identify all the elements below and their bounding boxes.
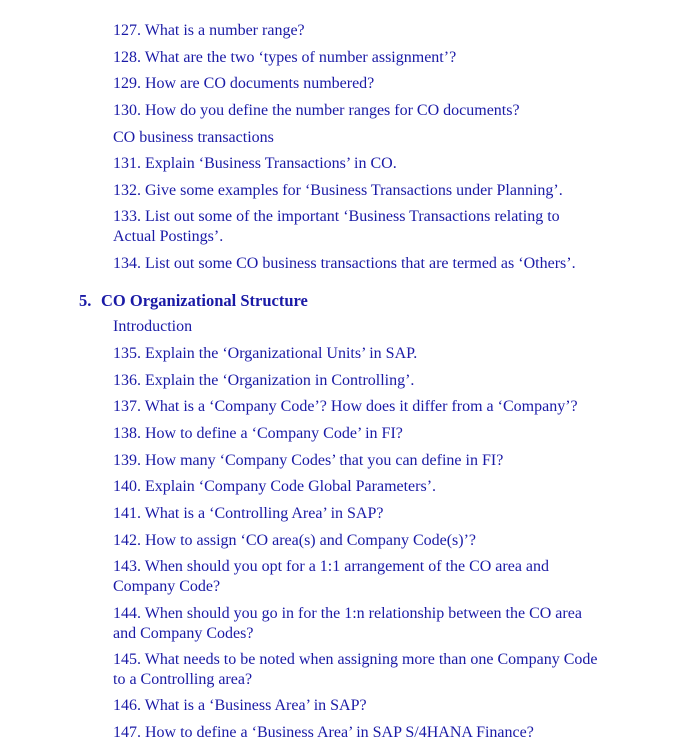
question-137: 137. What is a ‘Company Code’? How does it differ from a ‘Company’? [113,398,578,415]
question-144: 144. When should you go in for the 1:n relationship between the CO area and Company Codes? [113,605,582,642]
question-134: 134. List out some CO business transactions that are termed as ‘Others’. [113,255,576,272]
question-139: 139. How many ‘Company Codes’ that you can define in FI? [113,452,504,469]
question-142: 142. How to assign ‘CO area(s) and Company Code(s)’? [113,532,477,549]
question-147: 147. How to define a ‘Business Area’ in SAP S/4HANA Finance? [113,724,534,741]
question-128: 128. What are the two ‘types of number assignment’? [113,49,457,66]
question-135: 135. Explain the ‘Organizational Units’ in SAP. [113,345,418,362]
question-138: 138. How to define a ‘Company Code’ in FI? [113,425,403,442]
section-number: 5. [79,291,92,310]
subheading-co-business-transactions: CO business transactions [113,129,274,146]
question-130: 130. How do you define the number ranges for CO documents? [113,102,520,119]
section-title: CO Organizational Structure [101,291,308,310]
question-131: 131. Explain ‘Business Transactions’ in CO. [113,155,397,172]
question-143: 143. When should you opt for a 1:1 arrangement of the CO area and Company Code? [113,558,550,595]
question-141: 141. What is a ‘Controlling Area’ in SAP? [113,505,384,522]
question-129: 129. How are CO documents numbered? [113,75,375,92]
question-133: 133. List out some of the important ‘Business Transactions relating to Actual Postings’. [113,208,560,245]
question-145: 145. What needs to be noted when assigning more than one Company Code to a Controlling area? [113,651,598,688]
question-132: 132. Give some examples for ‘Business Transactions under Planning’. [113,182,563,199]
question-146: 146. What is a ‘Business Area’ in SAP? [113,697,367,714]
question-136: 136. Explain the ‘Organization in Controlling’. [113,372,415,389]
subheading-introduction: Introduction [113,318,193,335]
question-140: 140. Explain ‘Company Code Global Parameters’. [113,478,437,495]
section-heading [79,291,308,311]
question-127: 127. What is a number range? [113,22,305,39]
